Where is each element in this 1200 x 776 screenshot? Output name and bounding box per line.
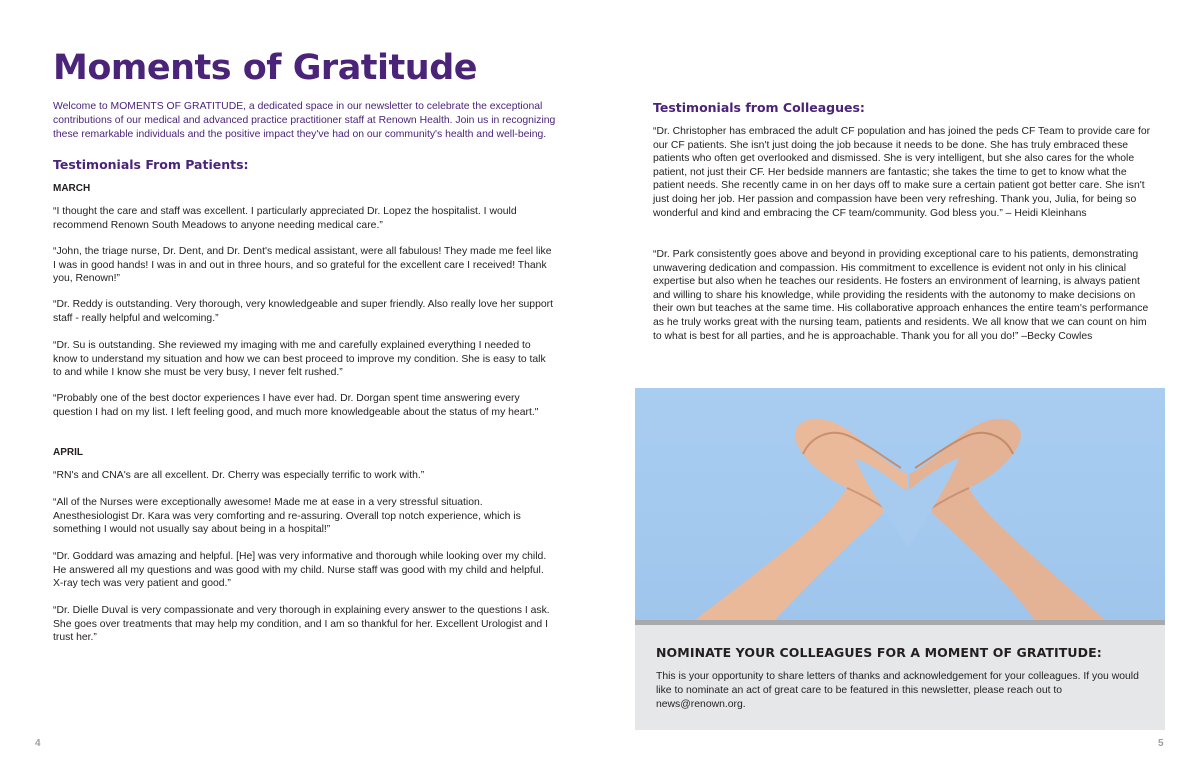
month-label-april: APRIL bbox=[53, 447, 83, 458]
patient-quote: “Dr. Dielle Duval is very compassionate and very thorough in explaining every answer to the questions I ask. She goes over treatments that may help my condition, and I am so thankful for her. Excellent Urologist and I trust her.” bbox=[53, 605, 550, 643]
patient-quote: “Probably one of the best doctor experiences I have ever had. Dr. Dorgan spent time answering every question I had on my list. I left feeling good, and much more knowledgeable about the status of my heart." bbox=[53, 393, 539, 418]
patient-quote: “Dr. Reddy is outstanding. Very thorough, very knowledgeable and super friendly. Also really love her support staff - really helpful and welcoming.” bbox=[53, 299, 553, 324]
page-number-right: 5 bbox=[1158, 738, 1164, 749]
patient-quote: “Dr. Su is outstanding. She reviewed my imaging with me and carefully explained everything I needed to know to understand my situation and how we can best proceed to improve my condition. She is easy to talk to and while I know she must be very busy, I never felt rushed.” bbox=[53, 340, 546, 378]
patient-quote: “John, the triage nurse, Dr. Dent, and Dr. Dent's medical assistant, were all fabulous! They made me feel like I was in good hands! I was in and out in three hours, and so grateful for the excellent care I received! Thank you, Renown!” bbox=[53, 246, 552, 284]
nominate-text: This is your opportunity to share letters of thanks and acknowledgement for your colleagues. If you would like to nominate an act of great care to be featured in this newsletter, please reach out to news@renown.org. bbox=[656, 671, 1139, 710]
patient-quote: “Dr. Goddard was amazing and helpful. [He] was very informative and thorough while looking over my child. He answered all my questions and was good with my child. Nurse staff was good with my child and helpful. X-ray tech was very patient and good.” bbox=[53, 551, 547, 589]
month-label-march: MARCH bbox=[53, 183, 91, 194]
patient-quote: “I thought the care and staff was excellent. I particularly appreciated Dr. Lopez the hospitalist. I would recommend Renown South Meadows to anyone needing medical care.” bbox=[53, 206, 517, 231]
intro-paragraph: Welcome to MOMENTS OF GRATITUDE, a dedicated space in our newsletter to celebrate the exceptional contributions of our medical and advanced practice practitioner staff at Renown Health. Join us in recognizing these remarkable individuals and the positive impact they've had on our community's health and well-being. bbox=[53, 101, 556, 140]
nominate-box bbox=[635, 625, 1165, 730]
heart-hands-photo bbox=[635, 388, 1165, 620]
colleague-quote: “Dr. Park consistently goes above and beyond in providing exceptional care to his patients, demonstrating unwavering dedication and compassion. His commitment to excellence is evident not only in his clinical expertise but also when he teaches our residents. He fosters an environment of learning, is always patient and willing to share his knowledge, while providing the residents with the autonomy to make decisions on their own but teaches at the same time. His collaborative approach enhances the entire team's performance as he truly works great with the nursing team, patients and residents. We all know that we can count on him to what is best for all parties, and he is approachable. Thank you for all you do!” –Becky Cowles bbox=[653, 249, 1149, 342]
page-number-left: 4 bbox=[35, 738, 41, 749]
heart-hands-icon bbox=[635, 388, 1165, 620]
right-page bbox=[600, 0, 1200, 776]
nominate-title: NOMINATE YOUR COLLEAGUES FOR A MOMENT OF GRATITUDE: bbox=[656, 645, 1102, 660]
colleague-quote: “Dr. Christopher has embraced the adult CF population and has joined the peds CF Team to provide care for our CF patients. She isn't just doing the job because it needs to be done. She has truly embraced these patients who often get overlooked and dismissed. She is very intelligent, but she also cares for the whole patient, not just their CF. Her bedside manners are fantastic; she takes the time to get to know what the patient needs. She recently came in on her days off to make sure a certain patient got better care. She isn't just doing her job. Her passion and compassion have been very refreshing. Thank you, Julia, for being so wonderful and kind and embracing the CF team/community. God bless you.” – Heidi Kleinhans bbox=[653, 126, 1151, 219]
patients-heading: Testimonials From Patients: bbox=[53, 157, 249, 172]
patient-quote: “All of the Nurses were exceptionally awesome! Made me at ease in a very stressful situation. Anesthesiologist Dr. Kara was very comforting and re-assuring. Overall top notch experience, which is something I would not usually say about being in a hospital!” bbox=[53, 497, 521, 535]
colleagues-heading: Testimonials from Colleagues: bbox=[653, 100, 865, 115]
patient-quote: “RN's and CNA's are all excellent. Dr. Cherry was especially terrific to work with.” bbox=[53, 470, 425, 481]
page-title: Moments of Gratitude bbox=[53, 48, 477, 88]
